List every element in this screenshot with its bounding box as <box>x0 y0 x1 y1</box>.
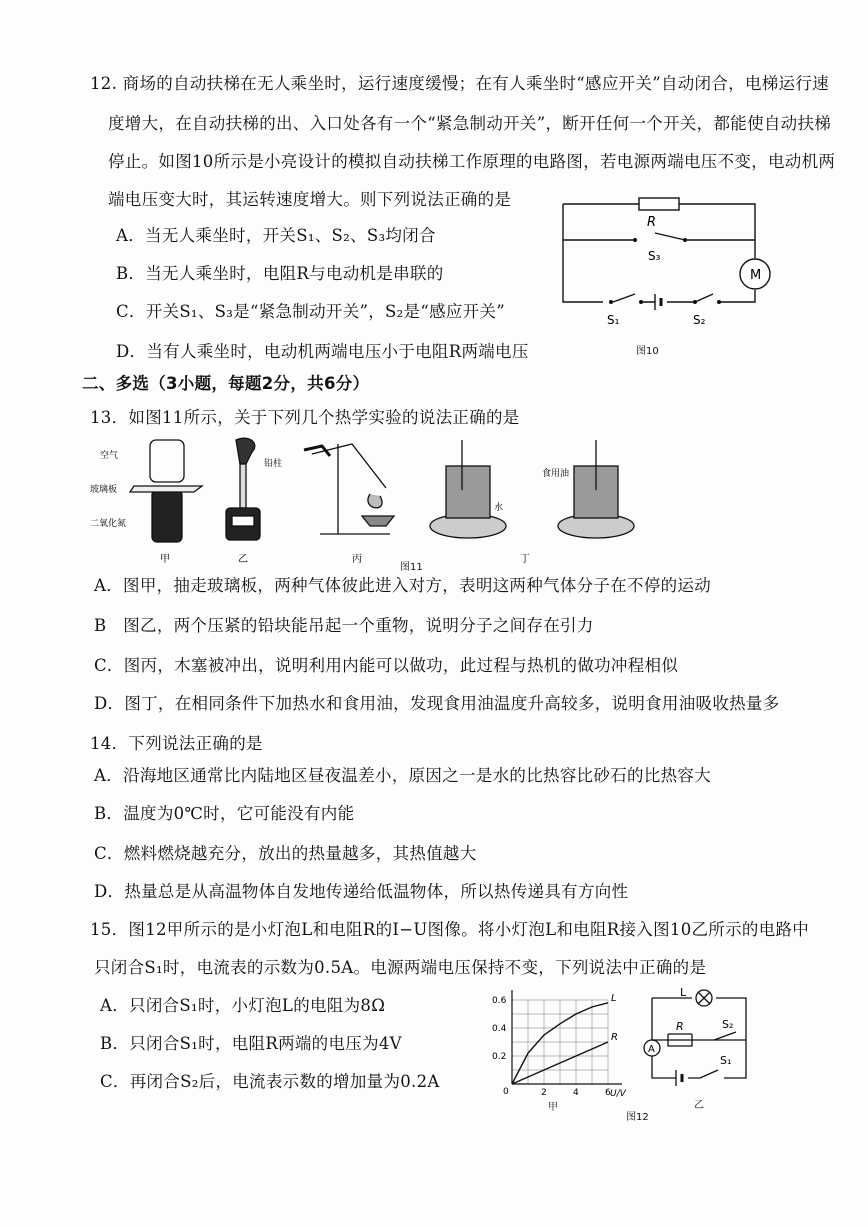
q13-option-b: B 图乙，两个压紧的铅块能吊起一个重物，说明分子之间存在引力 <box>94 616 594 635</box>
fig12-s2-label: S₂ <box>722 1018 734 1031</box>
q12-option-a: A．当无人乘坐时，开关S₁、S₂、S₃均闭合 <box>116 226 436 245</box>
figure-12-caption: 图12 <box>626 1112 649 1123</box>
y-tick-label: 0.6 <box>492 996 507 1006</box>
q12-line-4: 端电压变大时，其运转速度增大。则下列说法正确的是 <box>108 190 512 209</box>
q15-option-a: A．只闭合S₁时，小灯泡L的电阻为8Ω <box>100 996 386 1015</box>
fig11-no2-label: 二氧化氮 <box>90 519 127 529</box>
q14-option-d: D．热量总是从高温物体自发地传递给低温物体，所以热传递具有方向性 <box>94 882 629 901</box>
q14-stem: 14．下列说法正确的是 <box>90 734 263 753</box>
q15-line-1: 15．图12甲所示的是小灯泡L和电阻R的I−U图像。将小灯泡L和电阻R接入图10乙所示的电路中 <box>90 920 810 939</box>
q14-option-b: B．温度为0℃时，它可能没有内能 <box>94 804 355 823</box>
fig10-s2-label: S₂ <box>693 313 706 327</box>
fig10-s3-label: S₃ <box>648 249 661 263</box>
fig10-motor-label: M <box>750 268 762 283</box>
figure-11-experiments <box>90 430 670 570</box>
q12-line-1: 12. 商场的自动扶梯在无人乘坐时，运行速度缓慢；在有人乘坐时“感应开关”自动闭合，电梯运行速 <box>90 74 829 93</box>
x-tick-label: 4 <box>573 1088 579 1098</box>
series-label-r: R <box>611 1032 618 1043</box>
fig11-lead-label: 铅柱 <box>264 459 283 469</box>
section-2-title: 二、多选（3小题，每题2分，共6分） <box>82 374 370 393</box>
q15-option-c: C．再闭合S₂后，电流表示数的增加量为0.2A <box>100 1072 440 1091</box>
q13-option-d: D．图丁，在相同条件下加热水和食用油，发现食用油温度升高较多，说明食用油吸收热量多 <box>94 694 780 713</box>
fig11-glass-label: 玻璃板 <box>90 485 118 495</box>
q14-option-c: C．燃料燃烧越充分，放出的热量越多，其热值越大 <box>94 844 477 863</box>
figure-12-circuit <box>636 986 762 1094</box>
fig11-air-label: 空气 <box>100 451 119 461</box>
series-label-l: L <box>611 992 617 1004</box>
fig11-panel-yi: 乙 <box>238 554 248 565</box>
q15-option-b: B．只闭合S₁时，电阻R两端的电压为4V <box>100 1034 402 1053</box>
origin-label: 0 <box>503 1087 509 1097</box>
chart-grid <box>512 1000 608 1084</box>
y-tick-label: 0.2 <box>492 1052 507 1062</box>
y-tick-label: 0.4 <box>492 1024 507 1034</box>
fig10-r-label: R <box>647 215 657 230</box>
fig12-s1-label: S₁ <box>720 1054 732 1067</box>
fig12-resistor-label: R <box>676 1020 684 1033</box>
q13-option-a: A．图甲，抽走玻璃板，两种气体彼此进入对方，表明这两种气体分子在不停的运动 <box>94 576 712 595</box>
fig12-ammeter-label: A <box>648 1044 655 1055</box>
q12-line-3: 停止。如图10所示是小亮设计的模拟自动扶梯工作原理的电路图，若电源两端电压不变，电动机两 <box>108 152 836 171</box>
q12-option-b: B．当无人乘坐时，电阻R与电动机是串联的 <box>116 264 444 283</box>
q12-option-d: D．当有人乘坐时，电动机两端电压小于电阻R两端电压 <box>116 342 529 361</box>
q12-line-2: 度增大，在自动扶梯的出、入口处各有一个“紧急制动开关”，断开任何一个开关，都能使自动扶梯 <box>108 114 832 133</box>
fig11-panel-bing: 丙 <box>352 554 362 565</box>
figure-10-circuit <box>555 190 775 340</box>
x-tick-label: 2 <box>541 1088 547 1098</box>
figure-12-iu-chart <box>490 984 630 1110</box>
figure-10-caption: 图10 <box>636 346 659 357</box>
figure-12-circuit-label: 乙 <box>694 1100 704 1111</box>
q13-stem: 13．如图11所示，关于下列几个热学实验的说法正确的是 <box>90 408 520 427</box>
x-axis-label: U/V <box>610 1089 626 1099</box>
fig11-panel-ding: 丁 <box>520 554 530 565</box>
fig11-oil-label: 食用油 <box>542 469 570 479</box>
fig11-water-label: 水 <box>494 503 504 513</box>
fig10-s1-label: S₁ <box>607 313 620 327</box>
figure-11-caption: 图11 <box>400 562 423 573</box>
q13-option-c: C．图丙，木塞被冲出，说明利用内能可以做功，此过程与热机的做功冲程相似 <box>94 656 679 675</box>
q14-option-a: A．沿海地区通常比内陆地区昼夜温差小，原因之一是水的比热容比砂石的比热容大 <box>94 766 712 785</box>
q15-line-2: 只闭合S₁时，电流表的示数为0.5A。电源两端电压保持不变，下列说法中正确的是 <box>94 958 707 977</box>
q12-option-c: C．开关S₁、S₃是“紧急制动开关”，S₂是“感应开关” <box>116 302 506 321</box>
figure-12-graph-label: 甲 <box>548 1102 558 1113</box>
x-tick-label: 6 <box>605 1088 611 1098</box>
fig11-panel-jia: 甲 <box>160 554 170 565</box>
fig12-lamp-label: L <box>680 986 687 999</box>
